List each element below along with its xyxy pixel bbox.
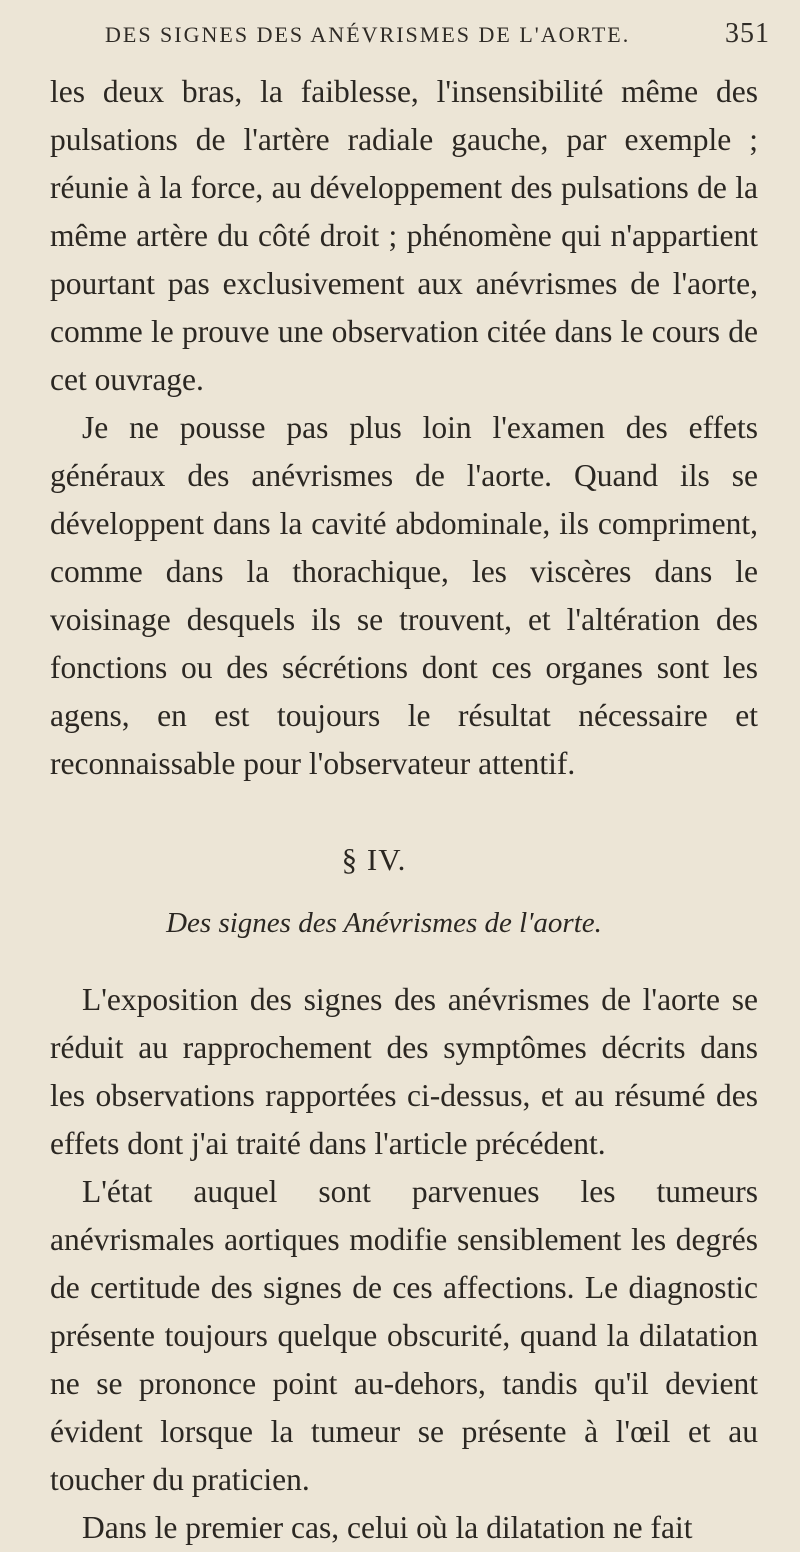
paragraph: Dans le premier cas, celui où la dilatation ne fait xyxy=(82,1510,693,1545)
paragraph: L'exposition des signes des anévrismes de l'aorte se réduit au rapprochement des symptômes décrits dans les observations rapportées ci-dessus, et au résumé des effets dont j'ai traité dans l'article précédent. xyxy=(50,982,758,1161)
section-title: Des signes des Anévrismes de l'aorte. xyxy=(166,907,602,939)
section-number: § IV. xyxy=(341,842,407,877)
page-number: 351 xyxy=(725,18,770,49)
running-head xyxy=(105,18,770,62)
running-title: DES SIGNES DES ANÉVRISMES DE L'AORTE. xyxy=(105,22,631,47)
text-block-top xyxy=(50,68,758,788)
paragraph: L'état auquel sont parvenues les tumeurs anévrismales aortiques modifie sensiblement les degrés de certitude des signes de ces affections. Le diagnostic présente toujours quelque obscurité, quand la dilatation ne se prononce point au-dehors, tandis qu'il devient évident lorsque la tumeur se présente à l'œil et au toucher du praticien. xyxy=(50,1174,758,1497)
text-block-bottom xyxy=(50,976,758,1552)
paragraph: Je ne pousse pas plus loin l'examen des effets généraux des anévrismes de l'aorte. Quand ils se développent dans la cavité abdominale, ils compriment, comme dans la thorachique, les viscères dans le voisinage desquels ils se trouvent, et l'altération des fonctions ou des sécrétions dont ces organes sont les agens, en est toujours le résultat nécessaire et reconnaissable pour l'observateur attentif. xyxy=(50,410,758,781)
paragraph: les deux bras, la faiblesse, l'insensibilité même des pulsations de l'artère radiale gauche, par exemple ; réunie à la force, au développement des pulsations de la même artère du côté droit ; phénomène qui n'appartient pourtant pas exclusivement aux anévrismes de l'aorte, comme le prouve une observation citée dans le cours de cet ouvrage. xyxy=(50,74,758,397)
